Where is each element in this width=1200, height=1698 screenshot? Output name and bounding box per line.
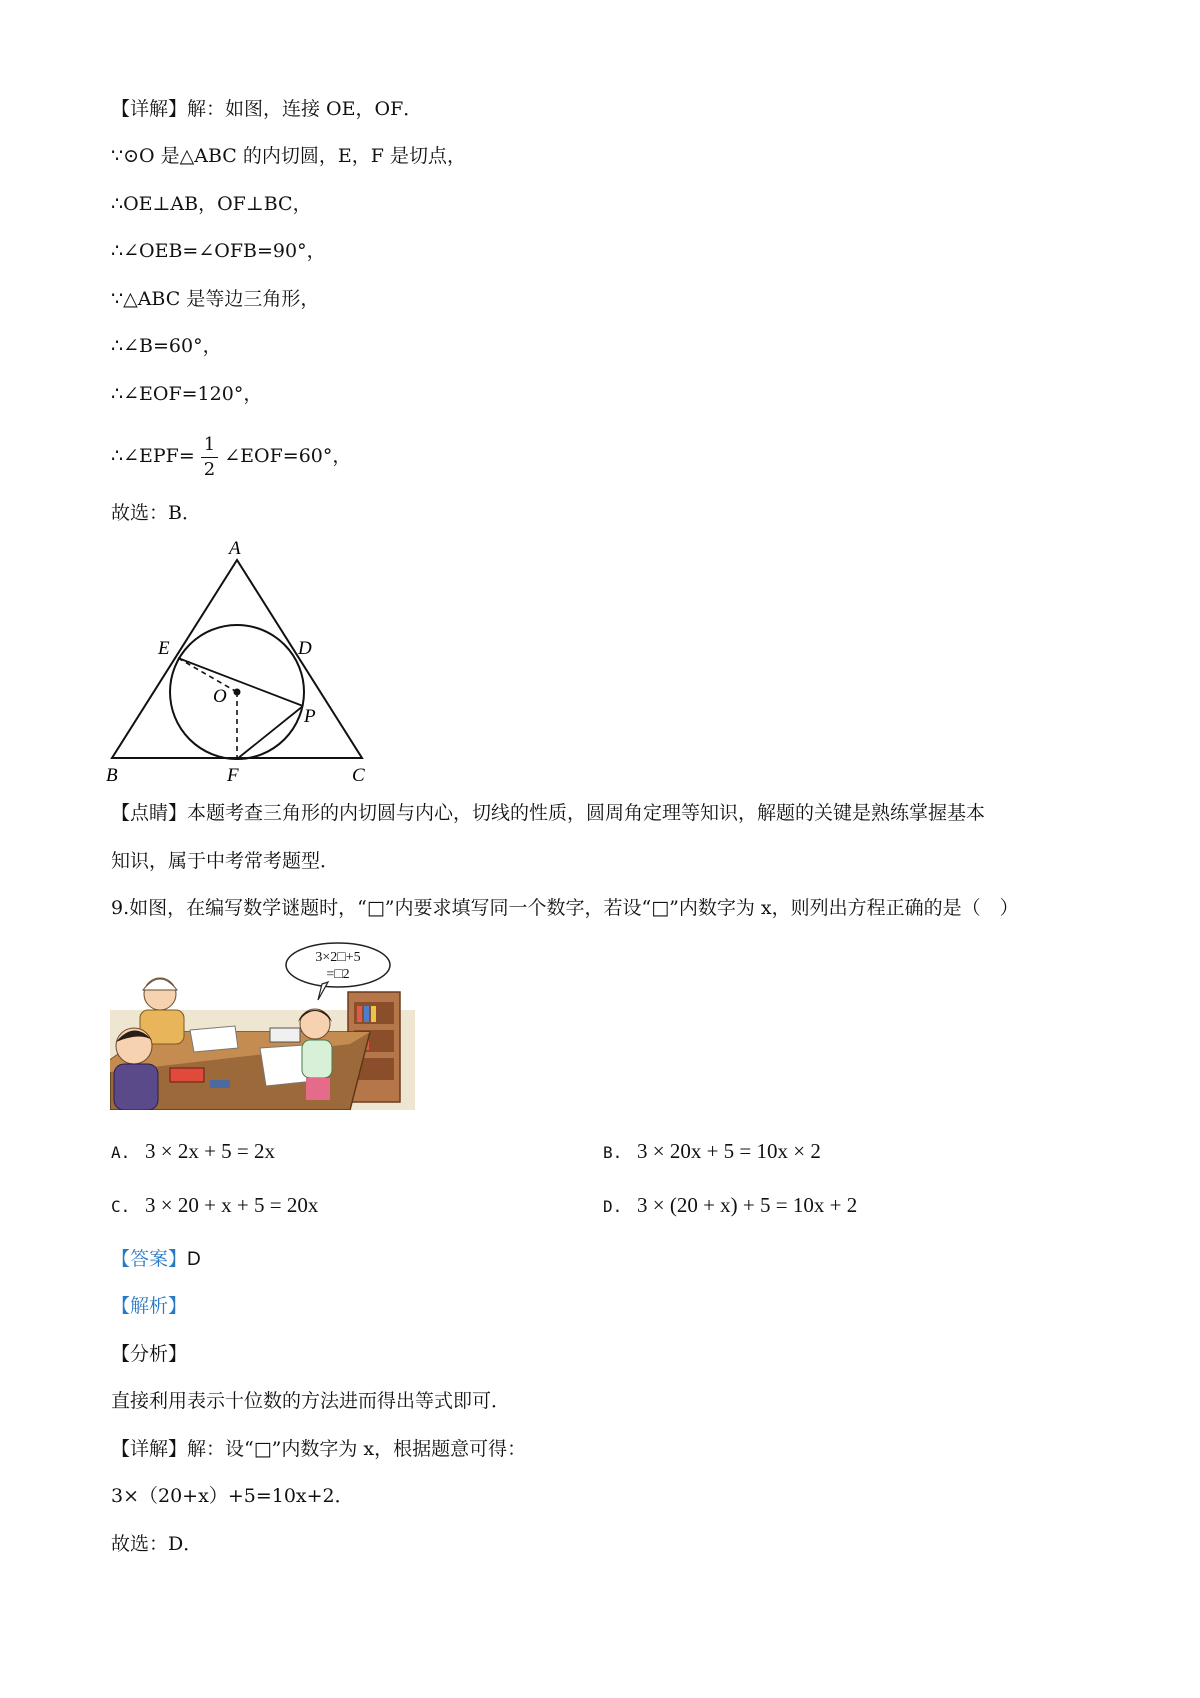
label-p: P [304, 706, 316, 727]
comment-line-1: 【点睛】本题考查三角形的内切圆与内心，切线的性质，圆周角定理等知识，解题的关键是熟练掌握基本 [111, 802, 986, 824]
label-d: D [298, 638, 312, 659]
option-a[interactable] [111, 1136, 275, 1168]
option-d-equation: 3 × (20 + x) + 5 = 10x + 2 [637, 1193, 858, 1217]
option-d-label: D. [603, 1197, 623, 1216]
segment-ep [178, 658, 303, 706]
fenxi-heading: 【分析】 [111, 1343, 188, 1365]
label-b: B [106, 765, 118, 784]
answer-choice-d: 故选：D． [111, 1533, 203, 1555]
option-c-label: C. [111, 1197, 131, 1216]
children-puzzle-illustration [110, 940, 415, 1110]
label-f: F [227, 765, 239, 784]
label-o: O [213, 686, 227, 707]
label-e: E [158, 638, 170, 659]
label-a: A [229, 538, 241, 559]
segment-oe [178, 658, 237, 692]
proof-line-angle-epf [111, 426, 351, 486]
answer-label: 【答案】 [111, 1248, 188, 1270]
proof-line-incircle: ∵⊙O 是△ABC 的内切圆，E，F 是切点， [111, 145, 466, 167]
option-b-label: B. [603, 1143, 623, 1162]
proof-line-angle-eof: ∴∠EOF=120°， [111, 383, 263, 405]
proof-line-perpendicular: ∴OE⊥AB，OF⊥BC， [111, 193, 312, 215]
analysis-label: 【解析】 [111, 1295, 188, 1317]
proof-line-angle-b: ∴∠B=60°， [111, 335, 222, 357]
option-a-equation: 3 × 2x + 5 = 2x [145, 1139, 276, 1163]
epf-suffix: ∠EOF=60°， [224, 445, 352, 467]
detail-solution-heading: 【详解】解：设“□”内数字为 x，根据题意可得： [111, 1438, 527, 1460]
question-9-stem: 9.如图，在编写数学谜题时，“□”内要求填写同一个数字，若设“□”内数字为 x，则列出方程正确的是（ ） [111, 897, 1019, 919]
solution-equation: 3×（20+x）+5=10x+2． [111, 1485, 354, 1507]
label-c: C [352, 765, 365, 784]
incircle-triangle-figure [100, 532, 390, 784]
proof-line-equilateral: ∵△ABC 是等边三角形， [111, 288, 320, 310]
fraction-numerator: 1 [201, 433, 218, 458]
option-d[interactable] [603, 1190, 857, 1222]
option-c-equation: 3 × 20 + x + 5 = 20x [145, 1193, 319, 1217]
center-point-o [234, 689, 241, 696]
proof-line-right-angles: ∴∠OEB=∠OFB=90°， [111, 240, 326, 262]
fenxi-text: 直接利用表示十位数的方法进而得出等式即可． [111, 1390, 511, 1412]
fraction-denominator: 2 [203, 458, 216, 480]
option-b[interactable] [603, 1136, 821, 1168]
answer-choice-b: 故选：B． [111, 502, 201, 524]
answer-row [111, 1246, 201, 1273]
option-a-label: A. [111, 1143, 131, 1162]
fraction-half [201, 433, 218, 482]
epf-prefix: ∴∠EPF= [111, 445, 195, 467]
answer-value: D [187, 1249, 201, 1270]
option-b-equation: 3 × 20x + 5 = 10x × 2 [637, 1139, 821, 1163]
bubble-line-2: =□2 [326, 967, 350, 982]
bubble-line-1: 3×2□+5 [315, 950, 361, 965]
comment-line-2: 知识，属于中考常考题型． [111, 850, 340, 872]
detail-heading: 【详解】解：如图，连接 OE，OF． [111, 98, 423, 120]
option-c[interactable] [111, 1190, 318, 1222]
